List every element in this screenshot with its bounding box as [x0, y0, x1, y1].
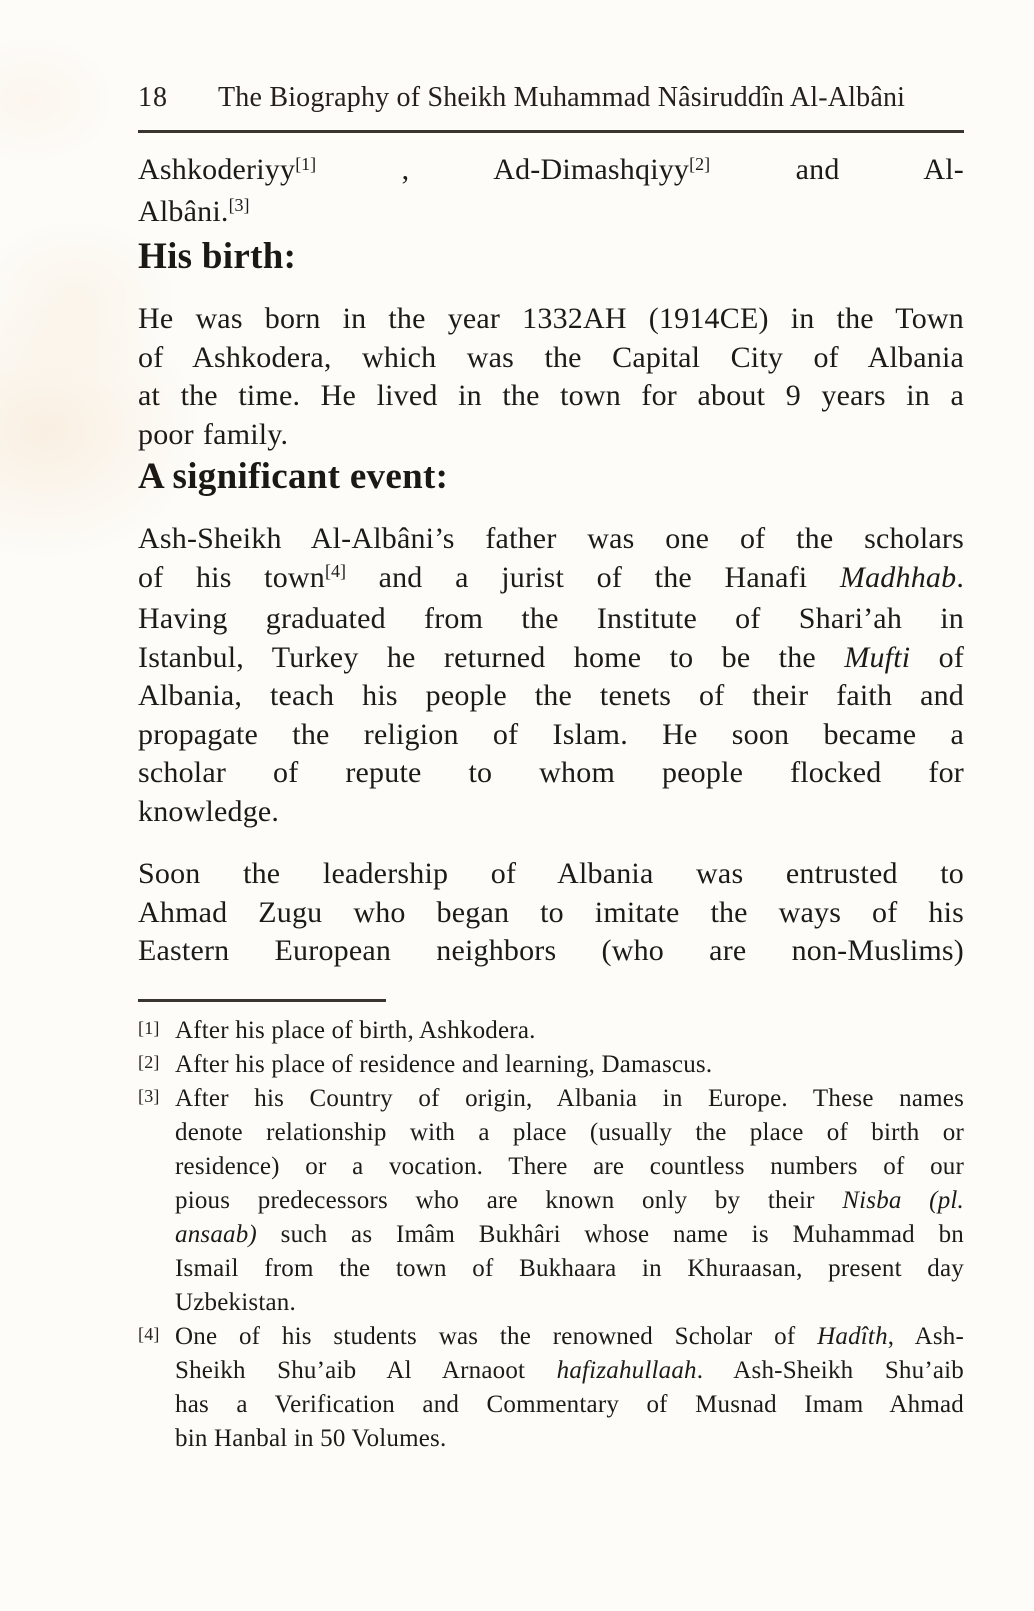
- footnote-4-text: [175, 1320, 964, 1456]
- text-line: After his place of residence and learning, Damascus.: [175, 1050, 713, 1078]
- text-line: Albania, teach his people the tenets of their faith and: [138, 679, 964, 712]
- text-line: Ismail from the town of Bukhaara in Khuraasan, present day: [175, 1254, 964, 1282]
- text-line: Ahmad Zugu who began to imitate the ways of his: [138, 895, 964, 929]
- footnote-reference: [3]: [228, 195, 250, 216]
- footnote-3: [138, 1082, 964, 1320]
- footnote-1: [138, 1014, 964, 1048]
- header-title: The Biography of Sheikh Muhammad Nâsiruddîn Al-Albâni: [218, 82, 906, 113]
- text-line: of his town[4] and a jurist of the Hanafi Madhhab.: [138, 560, 965, 594]
- footnote-3-text: [175, 1082, 964, 1320]
- footnote-4: [138, 1320, 964, 1456]
- footnote-reference: [2]: [689, 153, 711, 174]
- text-line: Sheikh Shu’aib Al Arnaoot hafizahullaah. Ash-Sheikh Shu’aib: [175, 1356, 964, 1384]
- footnote-3-marker: [3]: [138, 1085, 160, 1106]
- text-line: scholar of repute to whom people flocked for: [138, 756, 964, 789]
- text-line: Ash-Sheikh Al-Albâni’s father was one of the scholars: [138, 522, 964, 555]
- section-heading-his-birth: His birth:: [138, 236, 297, 277]
- text-line: bin Hanbal in 50 Volumes.: [175, 1424, 447, 1452]
- footnote-2-marker: [2]: [138, 1051, 160, 1072]
- text-line: Istanbul, Turkey he returned home to be the Mufti of: [138, 640, 965, 674]
- footnote-reference: [4]: [325, 561, 346, 582]
- text-line: One of his students was the renowned Scholar of Hadîth, Ash-: [175, 1322, 964, 1350]
- footnote-1-text: [175, 1014, 964, 1048]
- text-line: poor family.: [138, 417, 289, 451]
- text-line: residence) or a vocation. There are countless numbers of our: [175, 1152, 964, 1180]
- section-heading-significant-event: A significant event:: [138, 456, 449, 497]
- text-line: Eastern European neighbors (who are non-Muslims): [138, 934, 964, 967]
- text-line: has a Verification and Commentary of Musnad Imam Ahmad: [175, 1390, 964, 1418]
- footnote-2: [138, 1048, 964, 1082]
- footnote-1-marker: [1]: [138, 1017, 160, 1038]
- footnote-reference: [1]: [295, 153, 317, 174]
- text-line: of Ashkodera, which was the Capital City of Albania: [138, 340, 964, 374]
- header-rule: [138, 130, 964, 133]
- text-line: propagate the religion of Islam. He soon became a: [138, 717, 964, 751]
- text-line: Having graduated from the Institute of Shari’ah in: [138, 602, 964, 635]
- paragraph-leadership: [138, 855, 964, 971]
- text-line: Soon the leadership of Albania was entrusted to: [138, 857, 964, 890]
- text-line: denote relationship with a place (usually the place of birth or: [175, 1118, 964, 1146]
- text-line: After his Country of origin, Albania in Europe. These names: [175, 1084, 964, 1112]
- page-number: 18: [138, 82, 168, 113]
- text-line: ansaab) such as Imâm Bukhâri whose name is Muhammad bn: [175, 1220, 964, 1248]
- footnotes-section: [138, 1014, 964, 1456]
- footnote-separator-rule: [138, 999, 386, 1002]
- paragraph-birth: [138, 300, 964, 454]
- page-header: [138, 80, 964, 115]
- text-line: Uzbekistan.: [175, 1288, 296, 1316]
- footnote-4-marker: [4]: [138, 1323, 160, 1344]
- text-line: He was born in the year 1332AH (1914CE) in the Town: [138, 302, 964, 335]
- opening-paragraph: [138, 151, 964, 234]
- paragraph-father: [138, 520, 964, 831]
- text-line: at the time. He lived in the town for about 9 years in a: [138, 379, 964, 412]
- text-line: Ashkoderiyy[1] , Ad-Dimashqiyy[2] and Al-: [138, 153, 964, 186]
- footnote-2-text: [175, 1048, 964, 1082]
- text-line: After his place of birth, Ashkodera.: [175, 1016, 536, 1044]
- text-line: Albâni.[3]: [138, 194, 250, 228]
- text-line: knowledge.: [138, 794, 280, 828]
- text-line: pious predecessors who are known only by their Nisba (pl.: [175, 1186, 965, 1214]
